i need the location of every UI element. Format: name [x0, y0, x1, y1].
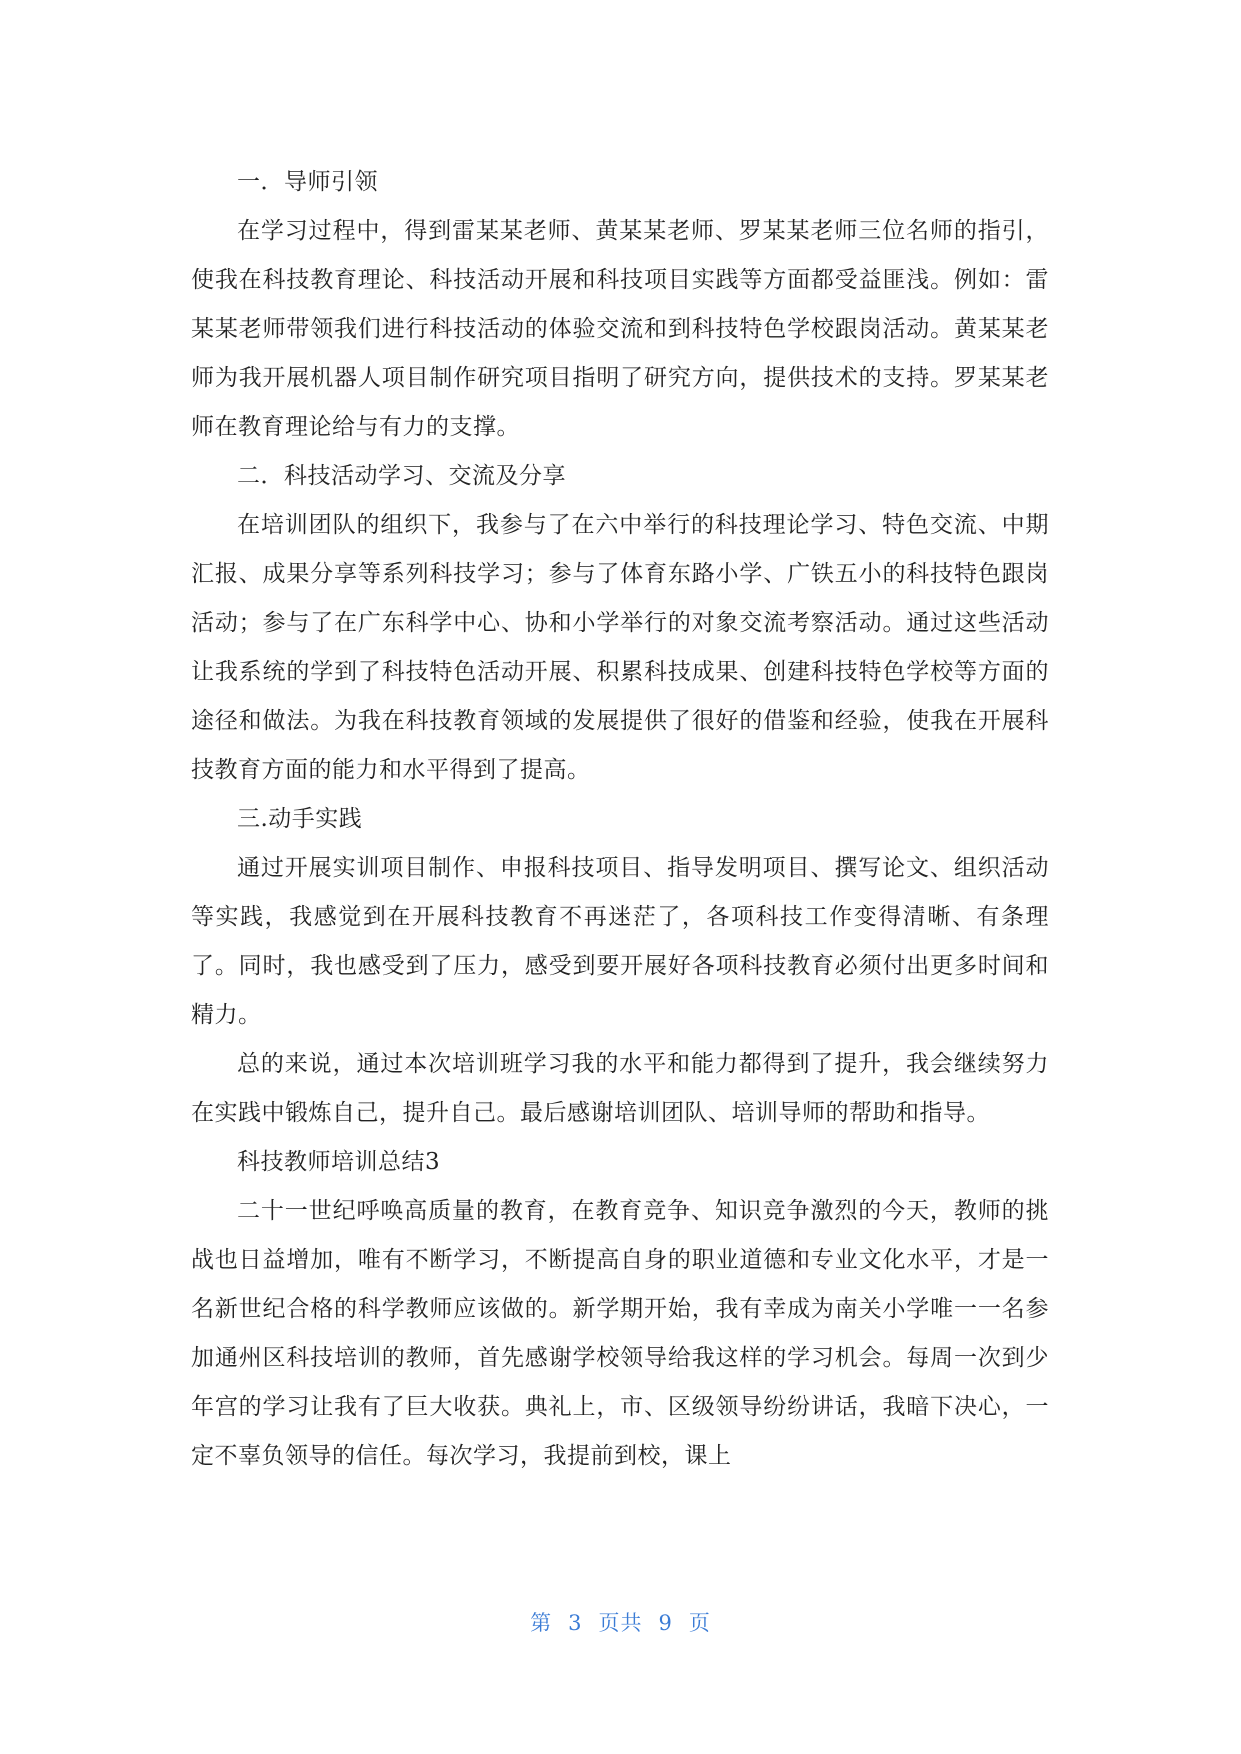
paragraph-summary-3: 二十一世纪呼唤高质量的教育，在教育竞争、知识竞争激烈的今天，教师的挑战也日益增加，唯有不断学习，不断提高自身的职业道德和专业文化水平，才是一名新世纪合格的科学教师应该做的。新学期开始，我有幸成为南关小学唯一一名参加通州区科技培训的教师，首先感谢学校领导给我这样的学习机会。每周一次到少年宫的学习让我有了巨大收获。典礼上，市、区级领导纷纷讲话，我暗下决心，一定不辜负领导的信任。每次学习，我提前到校，课上 — [191, 1198, 1049, 1469]
document-body — [191, 158, 1049, 1481]
paragraph-activities: 在培训团队的组织下，我参与了在六中举行的科技理论学习、特色交流、中期汇报、成果分享等系列科技学习；参与了体育东路小学、广铁五小的科技特色跟岗活动；参与了在广东科学中心、协和小学举行的对象交流考察活动。通过这些活动让我系统的学到了科技特色活动开展、积累科技成果、创建科技特色学校等方面的途径和做法。为我在科技教育领域的发展提供了很好的借鉴和经验，使我在开展科技教育方面的能力和水平得到了提高。 — [191, 512, 1049, 783]
paragraph-mentor: 在学习过程中，得到雷某某老师、黄某某老师、罗某某老师三位名师的指引，使我在科技教育理论、科技活动开展和科技项目实践等方面都受益匪浅。例如：雷某某老师带领我们进行科技活动的体验交流和到科技特色学校跟岗活动。黄某某老师为我开展机器人项目制作研究项目指明了研究方向，提供技术的支持。罗某某老师在教育理论给与有力的支撑。 — [191, 218, 1049, 440]
footer-total-pages: 9 — [658, 1611, 673, 1635]
paragraph-summary: 总的来说，通过本次培训班学习我的水平和能力都得到了提升，我会继续努力在实践中锻炼自己，提升自己。最后感谢培训团队、培训导师的帮助和指导。 — [191, 1051, 1049, 1126]
footer-prefix: 第 — [530, 1611, 553, 1635]
footer-current-page: 3 — [568, 1611, 583, 1635]
page-footer — [0, 1607, 1241, 1637]
section-heading-mentor: 一．导师引领 — [237, 169, 378, 195]
section-heading-practice: 三.动手实践 — [237, 806, 363, 832]
section-heading-activities: 二．科技活动学习、交流及分享 — [237, 463, 566, 489]
footer-suffix: 页 — [688, 1611, 711, 1635]
footer-middle: 页共 — [598, 1611, 643, 1635]
section-heading-summary-3: 科技教师培训总结3 — [237, 1149, 441, 1175]
paragraph-practice: 通过开展实训项目制作、申报科技项目、指导发明项目、撰写论文、组织活动等实践，我感觉到在开展科技教育不再迷茫了，各项科技工作变得清晰、有条理了。同时，我也感受到了压力，感受到要开展好各项科技教育必须付出更多时间和精力。 — [191, 855, 1049, 1028]
